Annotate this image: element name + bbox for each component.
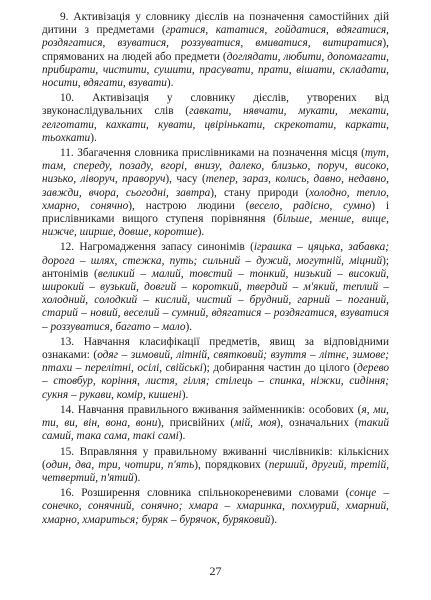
paragraph-item-14 xyxy=(42,404,389,444)
paragraph-text: ). xyxy=(90,131,97,144)
example-words: тут, там, спереду, позаду, вгорі, внизу, далеко, близько, поруч, високо, низько, ліворуч, праворуч xyxy=(42,147,389,186)
paragraph-text: ). xyxy=(185,320,193,333)
paragraph-item-12 xyxy=(42,241,389,333)
paragraph-text: ). xyxy=(270,513,278,526)
paragraph-text: ), присвійних ( xyxy=(157,417,235,430)
paragraph-text: ); добирання частин до цілого ( xyxy=(202,362,358,375)
paragraph-text: 10. Активізація у словнику дієслів, утворених від звуконаслідувальних слів ( xyxy=(42,92,389,118)
example-words: гратися, кататися, гойдатися, вдягатися, роздягатися, взуватися, роззуватися, вмиватися, витиратися xyxy=(42,24,389,50)
paragraph-text: 16. Розширення словника спільнокореневими словами ( xyxy=(60,487,350,500)
paragraph-item-11 xyxy=(42,147,389,239)
paragraph-item-10 xyxy=(42,92,389,145)
example-words: весело, радісно, сумно xyxy=(249,199,372,212)
paragraph-text: ). xyxy=(178,430,186,443)
example-words: сонце – сонечко, сонячний, сонячно; хмара – хмаринка, похмурий, хмарний, хмарно, хмариться; буряк – бурячок, буряковий xyxy=(42,487,389,526)
paragraph-text: ). xyxy=(133,471,141,484)
paragraph-text: ), спрямованих на людей або предмети ( xyxy=(42,37,389,63)
example-words: одяг – зимовий, літній, святковий; взуття – літнє, зимове; птахи – перелітні, осілі, свійські xyxy=(42,349,390,375)
example-words: іграшка – цяцька, забавка; дорога – шлях, стежка, путь; сильний – дужий, могутній, міцний xyxy=(42,241,389,267)
example-words: більше, менше, вище, нижче, ширше, довше, коротше xyxy=(42,213,389,239)
paragraph-text: 15. Вправляння у правильному вживанні числівників: кількісних ( xyxy=(42,445,389,471)
example-words: доглядати, любити, допомагати, прибирати, чистити, сушити, прасувати, прати, вішати, складати, носити, вдягати, взувати xyxy=(42,50,389,90)
paragraph-text: 12. Нагромадження запасу синонімів ( xyxy=(60,241,254,254)
paragraph-text: 13. Навчання класифікації предметів, явищ за відповідними ознаками: ( xyxy=(42,335,389,362)
example-words: мій, моя xyxy=(234,417,277,430)
example-words: холодно, тепло, хмарно, сонячно xyxy=(42,186,389,212)
example-words: гавкати, нявчати, мукати, мекати, гелготати, кахкати, кувати, цвірінькати, скрекотати, каркати, тьохкати xyxy=(42,105,389,144)
paragraph-text: 9. Активізація у словнику дієслів на позначення самостійних дій дитини з предметами ( xyxy=(42,11,389,37)
paragraph-item-13 xyxy=(42,336,389,402)
example-words: дерево – стовбур, коріння, листя, гілля; стілець – спинка, ніжки, сидіння; сукня – рукави, комір, кишені xyxy=(42,362,389,401)
paragraph-text: ). xyxy=(197,226,205,239)
example-words: такий самий, така сама, такі самі xyxy=(42,417,389,443)
paragraph-item-9 xyxy=(42,11,389,90)
paragraph-text: ), часу ( xyxy=(165,173,206,186)
paragraph-text: ). xyxy=(181,388,189,401)
paragraph-item-16 xyxy=(42,487,389,527)
paragraph-text: ), стану природи ( xyxy=(210,186,310,199)
example-words: один, два, три, чотири, п'ять xyxy=(45,458,195,471)
paragraph-text: 14. Навчання правильного вживання займенників: особових ( xyxy=(60,403,362,416)
example-words: великий – малий, товстий – тонкий, низький – високий, широкий – вузький, довгий – короткий, твердий – м'який, теплий – холодний, солодкий – кислий, чистий – брудний, гарний – поганий, старий – новий, веселий – сумний, вдягатися – роздягатися, взуватися – роззуватися, багато – мало xyxy=(42,267,389,333)
example-words: тепер, зараз, колись, давно, недавно, завжди, вчора, сьогодні, завтра xyxy=(42,173,389,199)
paragraph-item-15 xyxy=(42,446,389,486)
paragraph-text: ), означальних ( xyxy=(276,417,359,430)
paragraph-text: ). xyxy=(166,77,174,90)
paragraph-text: ), порядкових ( xyxy=(194,458,269,471)
page-number: 27 xyxy=(209,564,222,578)
example-words: я, ми, ти, ви, він, вона, вони xyxy=(42,403,389,430)
body-text xyxy=(42,11,389,527)
paragraph-text: ); антонімів ( xyxy=(42,254,389,280)
paragraph-text: 11. Збагачення словника прислівниками на позначення місця ( xyxy=(60,147,365,160)
example-words: перший, другий, третій, четвертий, п'ятий xyxy=(42,458,390,484)
paragraph-text: ) і прислівниками вищого ступеня порівняння ( xyxy=(42,199,389,226)
paragraph-text: ), настрою людини ( xyxy=(128,199,250,212)
